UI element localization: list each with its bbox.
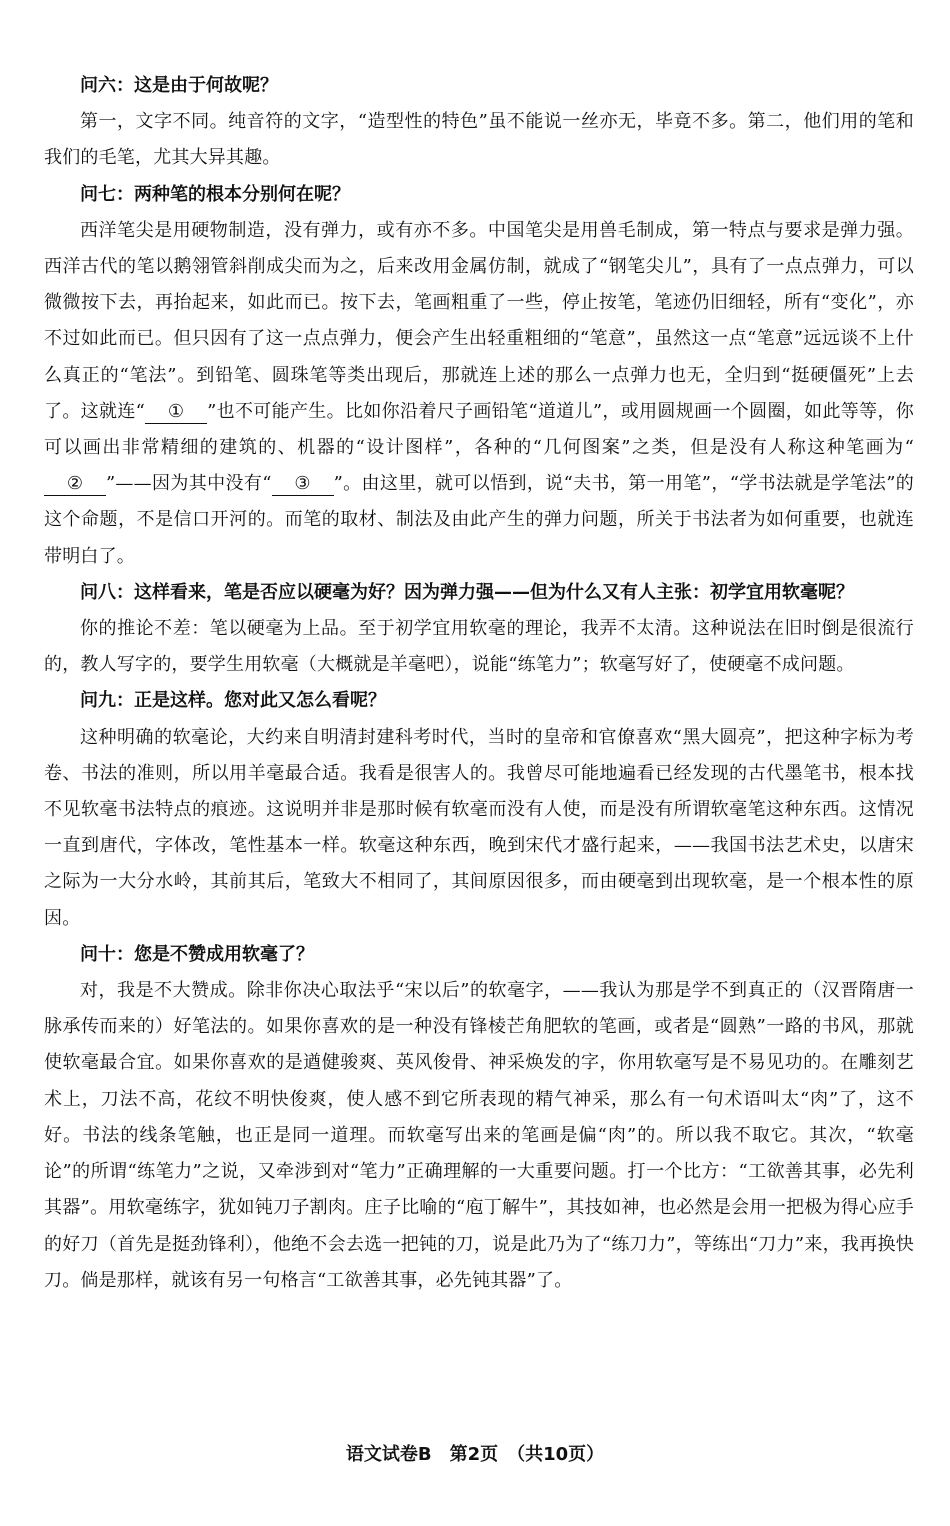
answer-7: [44, 213, 914, 575]
question-7: 问七：两种笔的根本分别何在呢？: [80, 183, 350, 205]
answer-7-part-1: 西洋笔尖是用硬物制造，没有弹力，或有亦不多。中国笔尖是用兽毛制成，第一特点与要求是弹力强。西洋古代的笔以鹅翎管斜削成尖而为之，后来改用金属仿制，就成了“钢笔尖儿”，具有了一点点弹力，可以微微按下去，再抬起来，如此而已。按下去，笔画粗重了一些，停止按笔，笔迹仍旧细轻，所有“变化”，亦不过如此而已。但只因有了这一点点弹力，便会产生出轻重粗细的“笔意”，虽然这一点“笔意”远远谈不上什么真正的“笔法”。到铅笔、圆珠笔等类出现后，那就连上述的那么一点弹力也无，全归到“挺硬僵死”上去了。这就连“: [44, 219, 914, 422]
answer-8: 你的推论不差：笔以硬毫为上品。至于初学宜用软毫的理论，我弄不太清。这种说法在旧时倒是很流行的，教人写字的，要学生用软毫（大概就是羊毫吧），说能“练笔力”；软毫写好了，使硬毫不成问题。: [44, 618, 914, 676]
answer-10: 对，我是不大赞成。除非你决心取法乎“宋以后”的软毫字，——我认为那是学不到真正的（汉晋隋唐一脉承传而来的）好笔法的。如果你喜欢的是一种没有锋棱芒角肥软的笔画，或者是“圆熟”一路的书风，那就使软毫最合宜。如果你喜欢的是遒健骏爽、英风俊骨、神采焕发的字，你用软毫写是不易见功的。在雕刻艺术上，刀法不高，花纹不明快俊爽，使人感不到它所表现的精气神采，那么有一句术语叫太“肉”了，这不好。书法的线条笔触，也正是同一道理。而软毫写出来的笔画是偏“肉”的。所以我不取它。其次，“软毫论”的所谓“练笔力”之说，又牵涉到对“笔力”正确理解的一大重要问题。打一个比方：“工欲善其事，必先利其器”。用软毫练字，犹如钝刀子割肉。庄子比喻的“庖丁解牛”，其技如神，也必然是会用一把极为得心应手的好刀（首先是挺劲锋利），他绝不会去选一把钝的刀，说是此乃为了“练刀力”，等练出“刀力”来，我再换快刀。倘是那样，就该有另一句格言“工欲善其事，必先钝其器”了。: [44, 980, 914, 1291]
question-8: 问八：这样看来，笔是否应以硬毫为好？因为弹力强——但为什么又有人主张：初学宜用软毫呢？: [80, 581, 854, 603]
exam-page: [44, 68, 914, 1299]
question-9: 问九：正是这样。您对此又怎么看呢？: [80, 690, 386, 712]
answer-6: 第一，文字不同。纯音符的文字，“造型性的特色”虽不能说一丝亦无，毕竟不多。第二，他们用的笔和我们的毛笔，尤其大异其趣。: [44, 111, 914, 169]
blank-3: ③: [272, 473, 334, 496]
answer-7-part-2: ”也不可能产生。比如你沿着尺子画铅笔“道道儿”，或用圆规画一个圆圈，如此等等，你可以画出非常精细的建筑的、机器的“设计图样”，各种的“几何图案”之类，但是没有人称这种笔画为“: [44, 400, 915, 459]
blank-1: ①: [145, 401, 207, 424]
question-6: 问六：这是由于何故呢？: [80, 75, 278, 96]
blank-2: ②: [44, 473, 106, 496]
answer-9: 这种明确的软毫论，大约来自明清封建科考时代，当时的皇帝和官僚喜欢“黑大圆亮”，把这种字标为考卷、书法的准则，所以用羊毫最合适。我看是很害人的。我曾尽可能地遍看已经发现的古代墨笔书，根本找不见软毫书法特点的痕迹。这说明并非是那时候有软毫而没有人使，而是没有所谓软毫笔这种东西。这情况一直到唐代，字体改，笔性基本一样。软毫这种东西，晚到宋代才盛行起来，——我国书法艺术史，以唐宋之际为一大分水岭，其前其后，笔致大不相同了，其间原因很多，而由硬毫到出现软毫，是一个根本性的原因。: [44, 726, 914, 929]
answer-7-part-3: ”——因为其中没有“: [106, 473, 272, 495]
question-10: 问十：您是不赞成用软毫了？: [80, 943, 314, 965]
page-footer: 语文试卷B 第2页 （共10页）: [345, 1444, 605, 1465]
answer-7-part-4: ”。由这里，就可以悟到，说“夫书，第一用笔”，“学书法就是学笔法”的这个命题，不是信口开河的。而笔的取材、制法及由此产生的弹力问题，所关于书法者为如何重要，也就连带明白了。: [44, 473, 914, 567]
